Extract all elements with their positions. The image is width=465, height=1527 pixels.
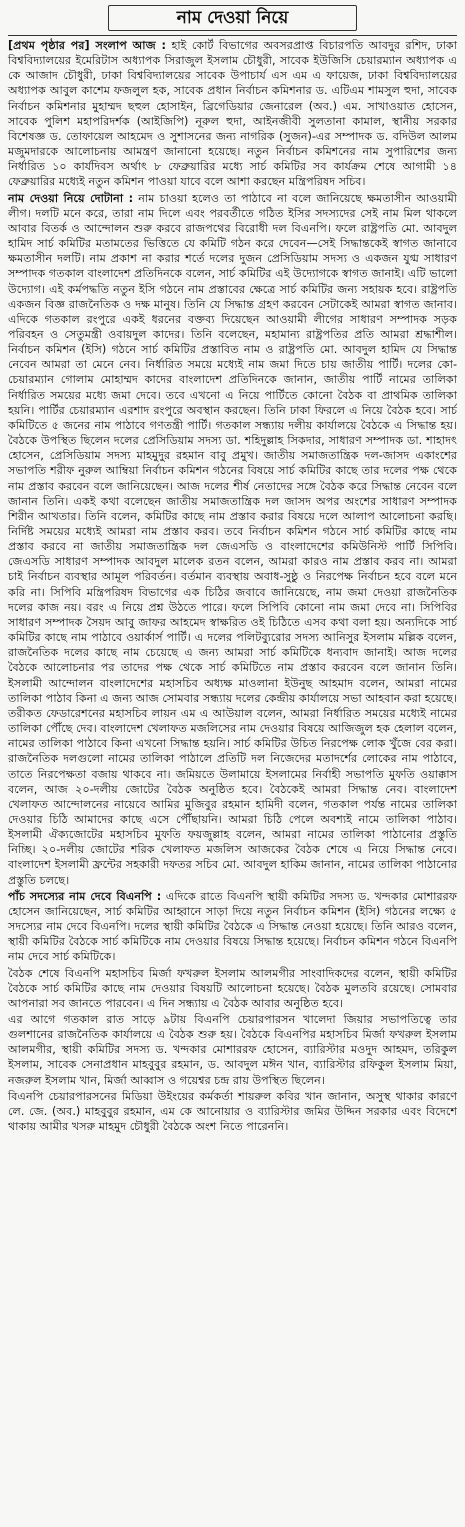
paragraph (8, 1012, 457, 1088)
paragraph (8, 191, 457, 888)
paragraph-text: হাই কোর্ট বিভাগের অবসরপ্রাপ্ত বিচারপতি আবদুর রশিদ, ঢাকা বিশ্ববিদ্যালয়ের ইমেরিটাস অধ্যাপক সিরাজুল ইসলাম চৌধুরী, সাবেক ইউজিসি চেয়ারম্যান অধ্যাপক এ কে আজাদ চৌধুরী, ঢাকা বিশ্ববিদ্যালয়ের সাবেক উপাচার্য এস এম এ ফায়েজ, ঢাকা বিশ্ববিদ্যালয়ের অধ্যাপক আবুল কাশেম ফজলুল হক, সাবেক প্রধান নির্বাচন কমিশনার ড. এটিএম শামসুল হুদা, সাবেক নির্বাচন কমিশনার মুহাম্মদ ছহুল হোসাইন, ব্রিগেডিয়ার জেনারেল (অব.) এম. সাখাওয়াত হোসেন, সাবেক পুলিশ মহাপরিদর্শক (আইজিপি) নূরুল হুদা, আইনজীবী সুলতানা কামাল, স্থানীয় সরকার বিশেষজ্ঞ ড. তোফায়েল আহমেদ ও সুশাসনের জন্য নাগরিক (সুজন)-এর সম্পাদক ড. বদিউল আলম মজুমদারকে আলোচনায় আমন্ত্রণ জানানো হয়েছে। নতুন নির্বাচন কমিশনের নাম সুপারিশের জন্য নির্ধারিত ১০ কার্যদিবস অর্থাৎ ৮ ফেব্রুয়ারির মধ্যে সার্চ কমিটির সব কার্যক্রম শেষে আগামী ১৪ ফেব্রুয়ারির মধ্যেই নতুন কমিশন পাওয়া যাবে বলে আশা করছেন মন্ত্রিপরিষদ সচিব। (8, 39, 458, 189)
paragraph (8, 889, 457, 965)
paragraph (8, 1089, 457, 1134)
divider (8, 35, 457, 36)
paragraph (8, 966, 457, 1011)
paragraph-text: বৈঠক শেষে বিএনপি মহাসচিব মির্জা ফখরুল ইসলাম আলমগীর সাংবাদিকদের বলেন, স্থায়ী কমিটির বৈঠকে সার্চ কমিটির কাছে নাম দেওয়ার বিষয়টি আলোচনা হয়েছে। বৈঠক মুলতবি রয়েছে। সোমবার আপনারা সব জানতে পারবেন। এ দিন সন্ধ্যায় এ বৈঠক আবার অনুষ্ঠিত হবে। (8, 966, 457, 1010)
headline: নাম দেওয়া নিয়ে (176, 8, 289, 28)
headline-box (108, 5, 357, 31)
paragraph-text: বিএনপি চেয়ারপারসনের মিডিয়া উইংয়ের কর্মকর্তা শায়রুল কবির খান জানান, অসুস্থ থাকার কারণে লে. জে. (অব.) মাহবুবুর রহমান, এম কে আনোয়ার ও ব্যারিস্টার জমির উদ্দিন সরকার এবং বিদেশে থাকায় আমীর খসরু মাহমুদ চৌধুরী বৈঠকে অংশ নিতে পারেননি। (8, 1089, 457, 1134)
subheading: পাঁচ সদস্যের নাম দেবে বিএনপি : (8, 889, 162, 903)
paragraph-text: নাম চাওয়া হলেও তা পাঠাবে না বলে জানিয়েছে ক্ষমতাসীন আওয়ামী লীগ। দলটি মনে করে, তারা নাম দিলে এবং পরবর্তীতে গঠিত ইসির সদস্যদের সেই নাম মিল থাকলে আবার বিতর্ক ও আন্দোলন শুরু করবে রাজপথের বিরোধী দল বিএনপি। ফলে রাষ্ট্রপতি মো. আবদুল হামিদ সার্চ কমিটির মতামতের ভিত্তিতে যে কমিটি গঠন করে দেবেন—সেই সিদ্ধান্তকেই স্বাগত জানাবে ক্ষমতাসীন দলটি। নাম প্রকাশ না করার শর্তে দলের দুজন প্রেসিডিয়াম সদস্য ও একজন যুগ্ম সাধারণ সম্পাদক গতকাল বাংলাদেশ প্রতিদিনকে বলেন, সার্চ কমিটির এই উদ্যোগকে স্বাগত জানাই। এটি ভালো উদ্যোগ। এই কর্মপদ্ধতি নতুন ইসি গঠনে নাম প্রস্তাবের ক্ষেত্রে সার্চ কমিটির জন্য সহায়ক হবে। রাষ্ট্রপতি একজন বিজ্ঞ রাজনৈতিক ও দক্ষ মানুষ। তিনি যে সিদ্ধান্ত গ্রহণ করবেন সেটাকেই আমরা স্বাগত জানাব। এদিকে গতকাল রংপুরে একই ধরনের বক্তব্য দিয়েছেন আওয়ামী লীগের সাধারণ সম্পাদক সড়ক পরিবহন ও সেতুমন্ত্রী ওবায়দুল কাদের। তিনি বলেছেন, মহামান্য রাষ্ট্রপতির প্রতি আমরা শ্রদ্ধাশীল। নির্বাচন কমিশন (ইসি) গঠনে সার্চ কমিটির প্রস্তাবিত নাম ও রাষ্ট্রপতি মো. আবদুল হামিদ যে সিদ্ধান্ত নেবেন আমরা তা মেনে নেব। নির্ধারিত সময়ে মধ্যেই নাম জমা দিতে চায় জাতীয় পার্টি। দলের কো-চেয়ারম্যান গোলাম মোহাম্মদ কাদের বাংলাদেশ প্রতিদিনকে জানান, জাতীয় পার্টি নামের তালিকা নির্ধারিত সময়ের মধ্যে জমা দেবে। তবে এখনো এ নিয়ে পার্টিতে কোনো বৈঠক বা প্রাথমিক তালিকা হয়নি। পার্টির চেয়ারম্যান এরশাদ রংপুরে অবস্থান করছেন। তিনি ঢাকা ফিরলে এ নিয়ে বৈঠক হবে। সার্চ কমিটিতে ৫ জনের নাম পাঠাবে গণতন্ত্রী পার্টি। গতকাল সন্ধ্যায় দলীয় কার্যালয়ে বৈঠকে এ সিদ্ধান্ত হয়। বৈঠকে উপস্থিত ছিলেন দলের প্রেসিডিয়াম সদস্য ডা. শহিদুল্লাহ সিকদার, সাধারণ সম্পাদক ডা. শাহাদৎ হোসেন, প্রেসিডিয়াম সদস্য মাহমুদুর রহমান বাবু প্রমুখ। জাতীয় সমাজতান্ত্রিক দল-জাসদ একাংশের সভাপতি শরীফ নুরুল আম্বিয়া নির্বাচন কমিশন গঠনের বিষয়ে সার্চ কমিটির কাছে তার দলের পক্ষ থেকে নাম প্রস্তাব করবেন বলে জানিয়েছেন। আজ দলের শীর্ষ নেতাদের সঙ্গে বৈঠক করে সিদ্ধান্ত নেবেন বলে জানান তিনি। একই কথা বলেছেন জাতীয় সমাজতান্ত্রিক দল জাসদ অপর অংশের সাধারণ সম্পাদক শিরীন আখতার। তিনি বলেন, কমিটির কাছে নাম প্রস্তাব করার বিষয়ে দলে আলাপ আলোচনা করছি। নির্দিষ্ট সময়ের মধ্যেই আমরা নাম প্রস্তাব করব। তবে নির্বাচন কমিশন গঠনে সার্চ কমিটির কাছে নাম প্রস্তাব করবে না জাতীয় সমাজতান্ত্রিক দল জেএসডি ও বাংলাদেশের কমিউনিস্ট পার্টি সিপিবি। জেএসডি সাধারণ সম্পাদক আবদুল মালেক রতন বলেন, আমরা কারও নাম প্রস্তাব করব না। আমরা চাই নির্বাচন ব্যবস্থার আমূল পরিবর্তন। বর্তমান ব্যবস্থায় অবাধ-সুষ্ঠু ও নিরপেক্ষ নির্বাচন হবে বলে মনে করি না। সিপিবি মন্ত্রিপরিষদ বিভাগের এক চিঠির জবাবে জানিয়েছে, নাম জমা দেওয়া রাজনৈতিক দলের কাজ নয়। বরং এ নিয়ে প্রশ্ন উঠতে পারে। ফলে সিপিবি কোনো নাম জমা দেবে না। সিপিবির সাধারণ সম্পাদক সৈয়দ আবু জাফর আহমেদ স্বাক্ষরিত ওই চিঠিতে এসব কথা বলা হয়। অন্যদিকে সার্চ কমিটির কাছে নাম পাঠাবে ওয়ার্কার্স পার্টি। এ দলের পলিটব্যুরোর সদস্য আনিসুর ইসলাম মল্লিক বলেন, রাজনৈতিক দলের কাছে নাম চেয়েছে এ জন্য আমরা সার্চ কমিটিকে ধন্যবাদ জানাই। আজ দলের বৈঠকে আলোচনার পর তাদের পক্ষ থেকে সার্চ কমিটিতে নাম প্রস্তাব করবেন বলে জানান তিনি। ইসলামী আন্দোলন বাংলাদেশের মহাসচিব অধ্যক্ষ মাওলানা ইউনুছ আহমাদ বলেন, আমরা নামের তালিকা পাঠাব কিনা এ জন্য আজ সোমবার সন্ধ্যায় দলের কেন্দ্রীয় কার্যালয়ে সভা আহবান করা হয়েছে। তরীকত ফেডারেশনের মহাসচিব লায়ন এম এ আউয়াল বলেন, আমরা নির্ধারিত সময়ের মধ্যেই নামের তালিকা পৌঁছে দেব। বাংলাদেশ খেলাফত মজলিসের নাম দেওয়ার বিষয়ে আজিজুল হক হেলাল বলেন, নামের তালিকা পাঠাবে কিনা এখনো সিদ্ধান্ত হয়নি। সার্চ কমিটির উচিত নিরপেক্ষ লোক খুঁজে বের করা। রাজনৈতিক দলগুলো নামের তালিকা পাঠালে প্রতিটি দল নিজেদের মতাদর্শের লোকের নাম পাঠাবে, তাতে নিরপেক্ষতা বজায় থাকবে না। জমিয়তে উলামায়ে ইসলামের নির্বাহী সভাপতি মুফতি ওয়াক্কাস বলেন, আজ ২০-দলীয় জোটের বৈঠক অনুষ্ঠিত হবে। বৈঠকেই আমরা সিদ্ধান্ত নেব। বাংলাদেশ খেলাফত আন্দোলনের নায়েবে আমির মুজিবুর রহমান হামিদী বলেন, গতকাল পর্যন্ত নামের তালিকা দেওয়ার চিঠি আমাদের কাছে এসে পৌঁছায়নি। আমরা চিঠি পেলে অবশ্যই নামে তালিকা পাঠাব। ইসলামী ঐক্যজোটের মহাসচিব মুফতি ফয়জুল্লাহ বলেন, আমরা নামের তালিকা পাঠানোর প্রস্তুতি নিচ্ছি। ২০-দলীয় জোটের শরিক খেলাফত মজলিস আজকের বৈঠক শেষে এ নিয়ে সিদ্ধান্ত নেবে। বাংলাদেশ ইসলামী ফ্রন্টের সহকারী দফতর সচিব মো. আবদুল হাকিম জানান, নামের তালিকা পাঠানোর প্রস্তুতি চলছে। (8, 191, 457, 887)
paragraph (8, 38, 457, 190)
paragraph-lead: [প্রথম পৃষ্ঠার পর] সংলাপ আজ : (8, 39, 166, 52)
subheading: নাম দেওয়া নিয়ে দোটানা : (8, 191, 134, 205)
paragraph-text: এদিকে রাতে বিএনপি স্থায়ী কমিটির সদস্য ড. খন্দকার মোশাররফ হোসেন জানিয়েছেন, সার্চ কমিটির আহ্বানে সাড়া দিয়ে নতুন নির্বাচন কমিশন (ইসি) গঠনের লক্ষ্যে ৫ সদস্যের নাম দেবে বিএনপি। দলের স্থায়ী কমিটির বৈঠকে এ সিদ্ধান্ত নেওয়া হয়েছে। তিনি আরও বলেন, স্থায়ী কমিটির বৈঠকে সার্চ কমিটিকে নাম দেওয়ার বিষয়ে সিদ্ধান্ত হয়েছে। নির্বাচন কমিশন গঠনে বিএনপি নাম দেবে সার্চ কমিটিকে। (8, 889, 457, 964)
article-body (8, 38, 457, 1134)
paragraph-text: এর আগে গতকাল রাত সাড়ে ৯টায় বিএনপি চেয়ারপারসন খালেদা জিয়ার সভাপতিত্বে তার গুলশানের রাজনৈতিক কার্যালয়ে এ বৈঠক শুরু হয়। বৈঠকে বিএনপির মহাসচিব মির্জা ফখরুল ইসলাম আলমগীর, স্থায়ী কমিটির সদস্য ড. খন্দকার মোশাররফ হোসেন, ব্যারিস্টার মওদুদ আহমদ, তরিকুল ইসলাম, সাবেক সেনাপ্রধান মাহবুবুর রহমান, ড. আবদুল মঈন খান, ব্যারিস্টার রফিকুল ইসলাম মিয়া, নজরুল ইসলাম খান, মির্জা আব্বাস ও গয়েশ্বর চন্দ্র রায় উপস্থিত ছিলেন। (8, 1013, 457, 1087)
